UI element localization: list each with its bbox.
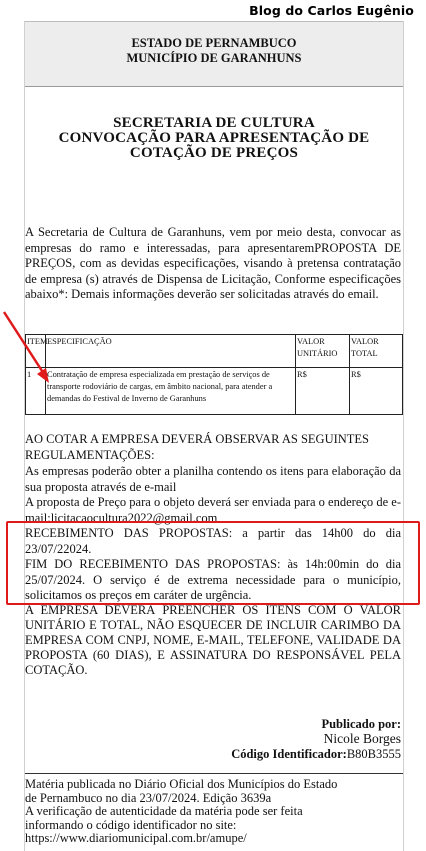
identifier-code-label: Código Identificador:: [231, 747, 347, 761]
footer-note: [25, 773, 403, 846]
identifier-code-line: [231, 747, 401, 762]
notice-paragraph-spreadsheet: As empresas poderão obter a planilha contendo os itens para elaboração da sua proposta através de e-mail: [25, 464, 401, 494]
highlight-box: [6, 521, 420, 605]
notice-heading-1: AO COTAR A EMPRESA DEVERÁ OBSERVAR AS SEGUINTES: [25, 432, 370, 446]
specification-table: [25, 334, 403, 415]
table-cell-item: 1: [26, 368, 46, 415]
footer-line-1: Matéria publicada no Diário Oficial dos Municípios do Estado: [25, 777, 338, 791]
table-header-total: VALOR TOTAL: [350, 335, 403, 368]
table-header-spec: ESPECIFICAÇÃO: [46, 335, 296, 368]
title-convocation: CONVOCAÇÃO PARA APRESENTAÇÃO DE: [58, 130, 370, 146]
identifier-code: B80B3555: [346, 747, 401, 761]
table-header-unit: VALOR UNITÁRIO: [296, 335, 350, 368]
document-header: [25, 21, 403, 87]
notice-heading-2: REGULAMENTAÇÕES:: [25, 448, 155, 462]
header-municipality: MUNICÍPIO DE GARANHUNS: [126, 51, 302, 65]
red-arrow-icon: [0, 310, 80, 400]
table-cell-total: R$: [350, 368, 403, 415]
notice-paragraph-receipt-start: RECEBIMENTO DAS PROPOSTAS: a partir das 14h00 do dia 23/07/22024.: [25, 526, 401, 556]
notice-paragraph-requirements: A EMPRESA DEVERÁ PREENCHER OS ITENS COM O VALOR UNITÁRIO E TOTAL, NÃO ESQUECER DE INCLUIR CARIMBO DA EMPRESA COM CNPJ, NOME, E-MAIL, TELEFONE, VALIDADE DA PROPOSTA (60 DIAS), E ASSINATURA DO RESPONSÁVEL PELA COTAÇÃO.: [25, 603, 401, 677]
intro-paragraph: A Secretaria de Cultura de Garanhuns, vem por meio desta, convocar as empresas do ramo e interessadas, para apresentaremPROPOSTA DE PREÇOS, com as devidas especificações, visando à pretensa contratação de empresa (s) através de Dispensa de Licitação, Conforme especificações abaixo*: Demais informações deverão ser solicitadas através do email.: [25, 225, 401, 301]
table-row: [26, 368, 403, 415]
footer-line-3: A verificação de autenticidade da matéria pode ser feita: [25, 804, 303, 818]
footer-line-5: https://www.diariomunicipal.com.br/amupe/: [25, 831, 247, 845]
title-secretariat: SECRETARIA DE CULTURA: [113, 115, 315, 131]
notice-paragraph-email: A proposta de Preço para o objeto deverá ser enviada para o endereço de e-mail:licitacaocultura2022@gmail.com: [25, 495, 401, 525]
publisher-name: Nicole Borges: [323, 731, 401, 746]
document-page: [24, 21, 404, 851]
table-header-row: [26, 335, 403, 368]
published-by-label: Publicado por:: [321, 717, 401, 731]
header-state: ESTADO DE PERNAMBUCO: [131, 36, 297, 50]
notice-paragraph-receipt-end: FIM DO RECEBIMENTO DAS PROPOSTAS: às 14h:00min do dia 25/07/2024. O serviço é de extrema necessidade para o município, solicitamos os preços em caráter de urgência.: [25, 557, 401, 602]
footer-line-2: de Pernambuco no dia 23/07/2024. Edição 3639a: [25, 790, 272, 805]
blog-name: Blog do Carlos Eugênio: [249, 3, 414, 18]
title-quotation: COTAÇÃO DE PREÇOS: [129, 145, 299, 161]
table-cell-unit: R$: [296, 368, 350, 415]
table-cell-spec: Contratação de empresa especializada em prestação de serviços de transporte rodoviário de cargas, em âmbito nacional, para atender a demandas do Festival de Inverno de Garanhuns: [46, 368, 296, 415]
table-header-item: ITEM: [26, 335, 46, 368]
footer-line-4: informando o código identificador no site:: [25, 817, 237, 832]
